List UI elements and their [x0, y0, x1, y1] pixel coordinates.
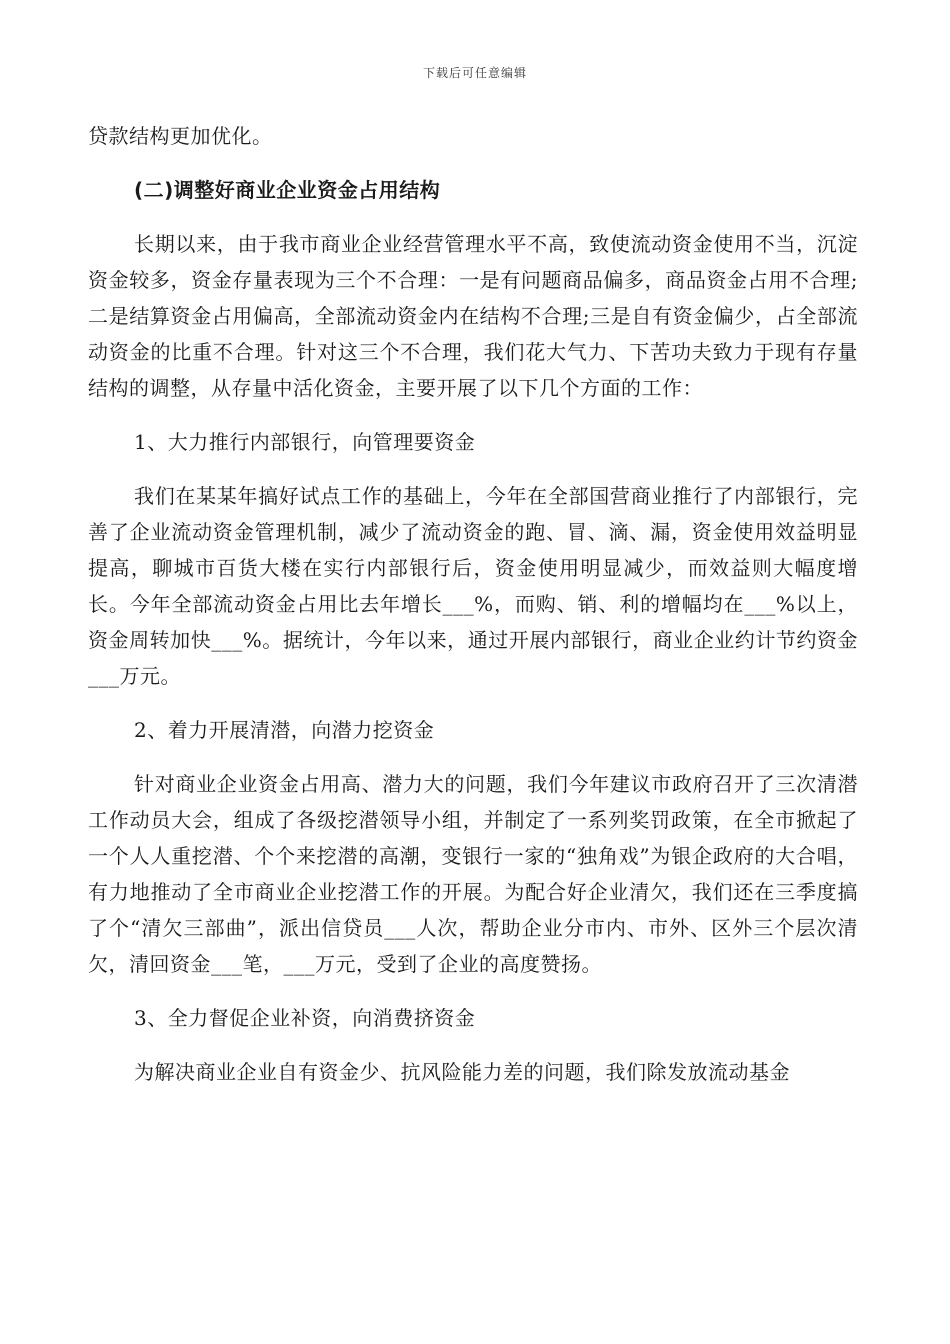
- document-body: [88, 118, 858, 1090]
- section-heading: (二)调整好商业企业资金占用结构: [134, 178, 441, 202]
- subheading-1: 1、大力推行内部银行，向管理要资金: [134, 430, 476, 454]
- paragraph-internal-bank: 我们在某某年搞好试点工作的基础上，今年在全部国营商业推行了内部银行，完善了企业流动资金管理机制，减少了流动资金的跑、冒、滴、漏，资金使用效益明显提高，聊城市百货大楼在实行内部银行后，资金使用明显减少，而效益则大幅度增长。今年全部流动资金占用比去年增长___%，而购、销、利的增幅均在___%以上，资金周转加快___%。据统计，今年以来，通过开展内部银行，商业企业约计节约资金___万元。: [88, 484, 858, 688]
- paragraph-capital: 为解决商业企业自有资金少、抗风险能力差的问题，我们除发放流动基金: [134, 1060, 790, 1084]
- subheading-2: 2、着力开展清潜，向潜力挖资金: [134, 718, 435, 742]
- paragraph-intro: 长期以来，由于我市商业企业经营管理水平不高，致使流动资金使用不当，沉淀资金较多，资金存量表现为三个不合理：一是有问题商品偏多，商品资金占用不合理;二是结算资金占用偏高，全部流动资金内在结构不合理;三是自有资金偏少，占全部流动资金的比重不合理。针对这三个不合理，我们花大气力、下苦功夫致力于现有存量结构的调整，从存量中活化资金，主要开展了以下几个方面的工作：: [88, 232, 858, 400]
- paragraph-clearing: 针对商业企业资金占用高、潜力大的问题，我们今年建议市政府召开了三次清潜工作动员大会，组成了各级挖潜领导小组，并制定了一系列奖罚政策，在全市掀起了一个人人重挖潜、个个来挖潜的高潮，变银行一家的“独角戏”为银企政府的大合唱，有力地推动了全市商业企业挖潜工作的开展。为配合好企业清欠，我们还在三季度搞了个“清欠三部曲”，派出信贷员___人次，帮助企业分市内、市外、区外三个层次清欠，清回资金___笔，___万元，受到了企业的高度赞扬。: [88, 772, 858, 976]
- page-header: 下载后可任意编辑: [422, 66, 527, 80]
- subheading-3: 3、全力督促企业补资，向消费挤资金: [134, 1006, 476, 1030]
- paragraph-continuation: 贷款结构更加优化。: [88, 124, 273, 148]
